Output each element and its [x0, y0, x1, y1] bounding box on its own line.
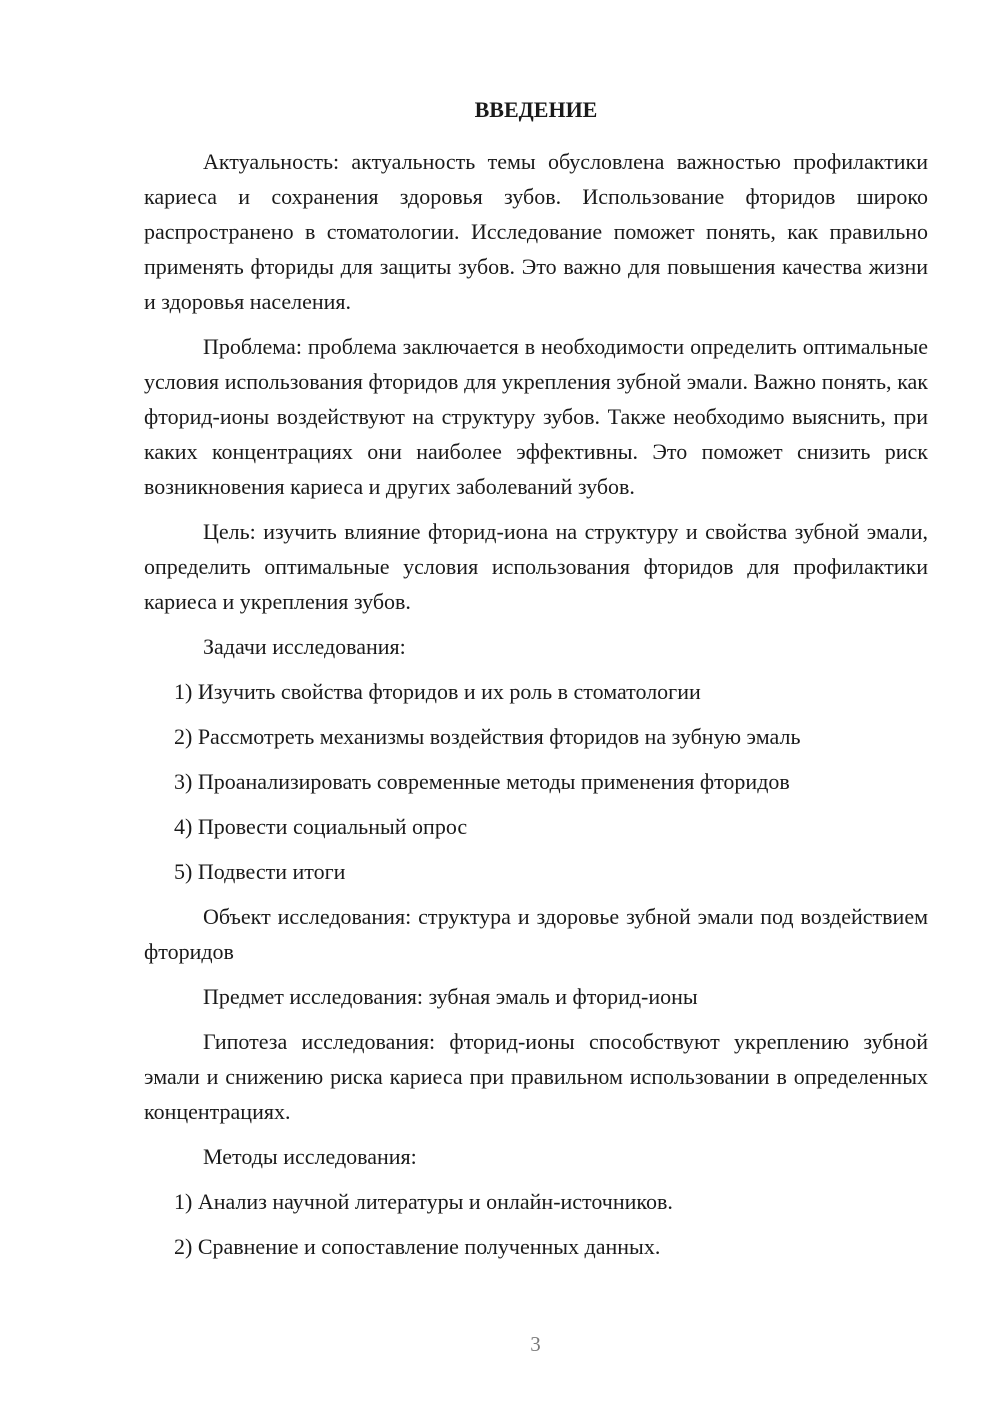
hypothesis-paragraph: Гипотеза исследования: фторид-ионы способствуют укреплению зубной эмали и снижению риска кариеса при правильном использовании в определенных концентрациях. — [144, 1029, 928, 1124]
subject-paragraph: Предмет исследования: зубная эмаль и фторид-ионы — [203, 984, 698, 1009]
page-number: 3 — [530, 1332, 541, 1356]
methods-heading: Методы исследования: — [203, 1144, 417, 1169]
goal-paragraph: Цель: изучить влияние фторид-иона на структуру и свойства зубной эмали, определить оптимальные условия использования фторидов для профилактики кариеса и укрепления зубов. — [144, 519, 928, 614]
tasks-list — [144, 674, 928, 889]
task-item-4: 4) Провести социальный опрос — [174, 814, 468, 839]
task-item-2: 2) Рассмотреть механизмы воздействия фторидов на зубную эмаль — [174, 724, 801, 749]
task-item-5: 5) Подвести итоги — [174, 859, 346, 884]
task-item-3: 3) Проанализировать современные методы применения фторидов — [174, 769, 790, 794]
problem-paragraph: Проблема: проблема заключается в необходимости определить оптимальные условия использования фторидов для укрепления зубной эмали. Важно понять, как фторид-ионы воздействуют на структуру зубов. Также необходимо выяснить, при каких концентрациях они наиболее эффективны. Это поможет снизить риск возникновения кариеса и других заболеваний зубов. — [144, 334, 928, 499]
method-item-1: 1) Анализ научной литературы и онлайн-источников. — [174, 1189, 673, 1214]
page-content — [144, 94, 928, 1274]
object-paragraph: Объект исследования: структура и здоровье зубной эмали под воздействием фторидов — [144, 904, 928, 964]
page-title: ВВЕДЕНИЕ — [474, 97, 598, 122]
relevance-paragraph: Актуальность: актуальность темы обусловлена важностью профилактики кариеса и сохранения здоровья зубов. Использование фторидов широко распространено в стоматологии. Исследование поможет понять, как правильно применять фториды для защиты зубов. Это важно для повышения качества жизни и здоровья населения. — [144, 149, 928, 314]
methods-list — [144, 1184, 928, 1264]
tasks-heading: Задачи исследования: — [203, 634, 406, 659]
method-item-2: 2) Сравнение и сопоставление полученных данных. — [174, 1234, 661, 1259]
task-item-1: 1) Изучить свойства фторидов и их роль в стоматологии — [174, 679, 701, 704]
